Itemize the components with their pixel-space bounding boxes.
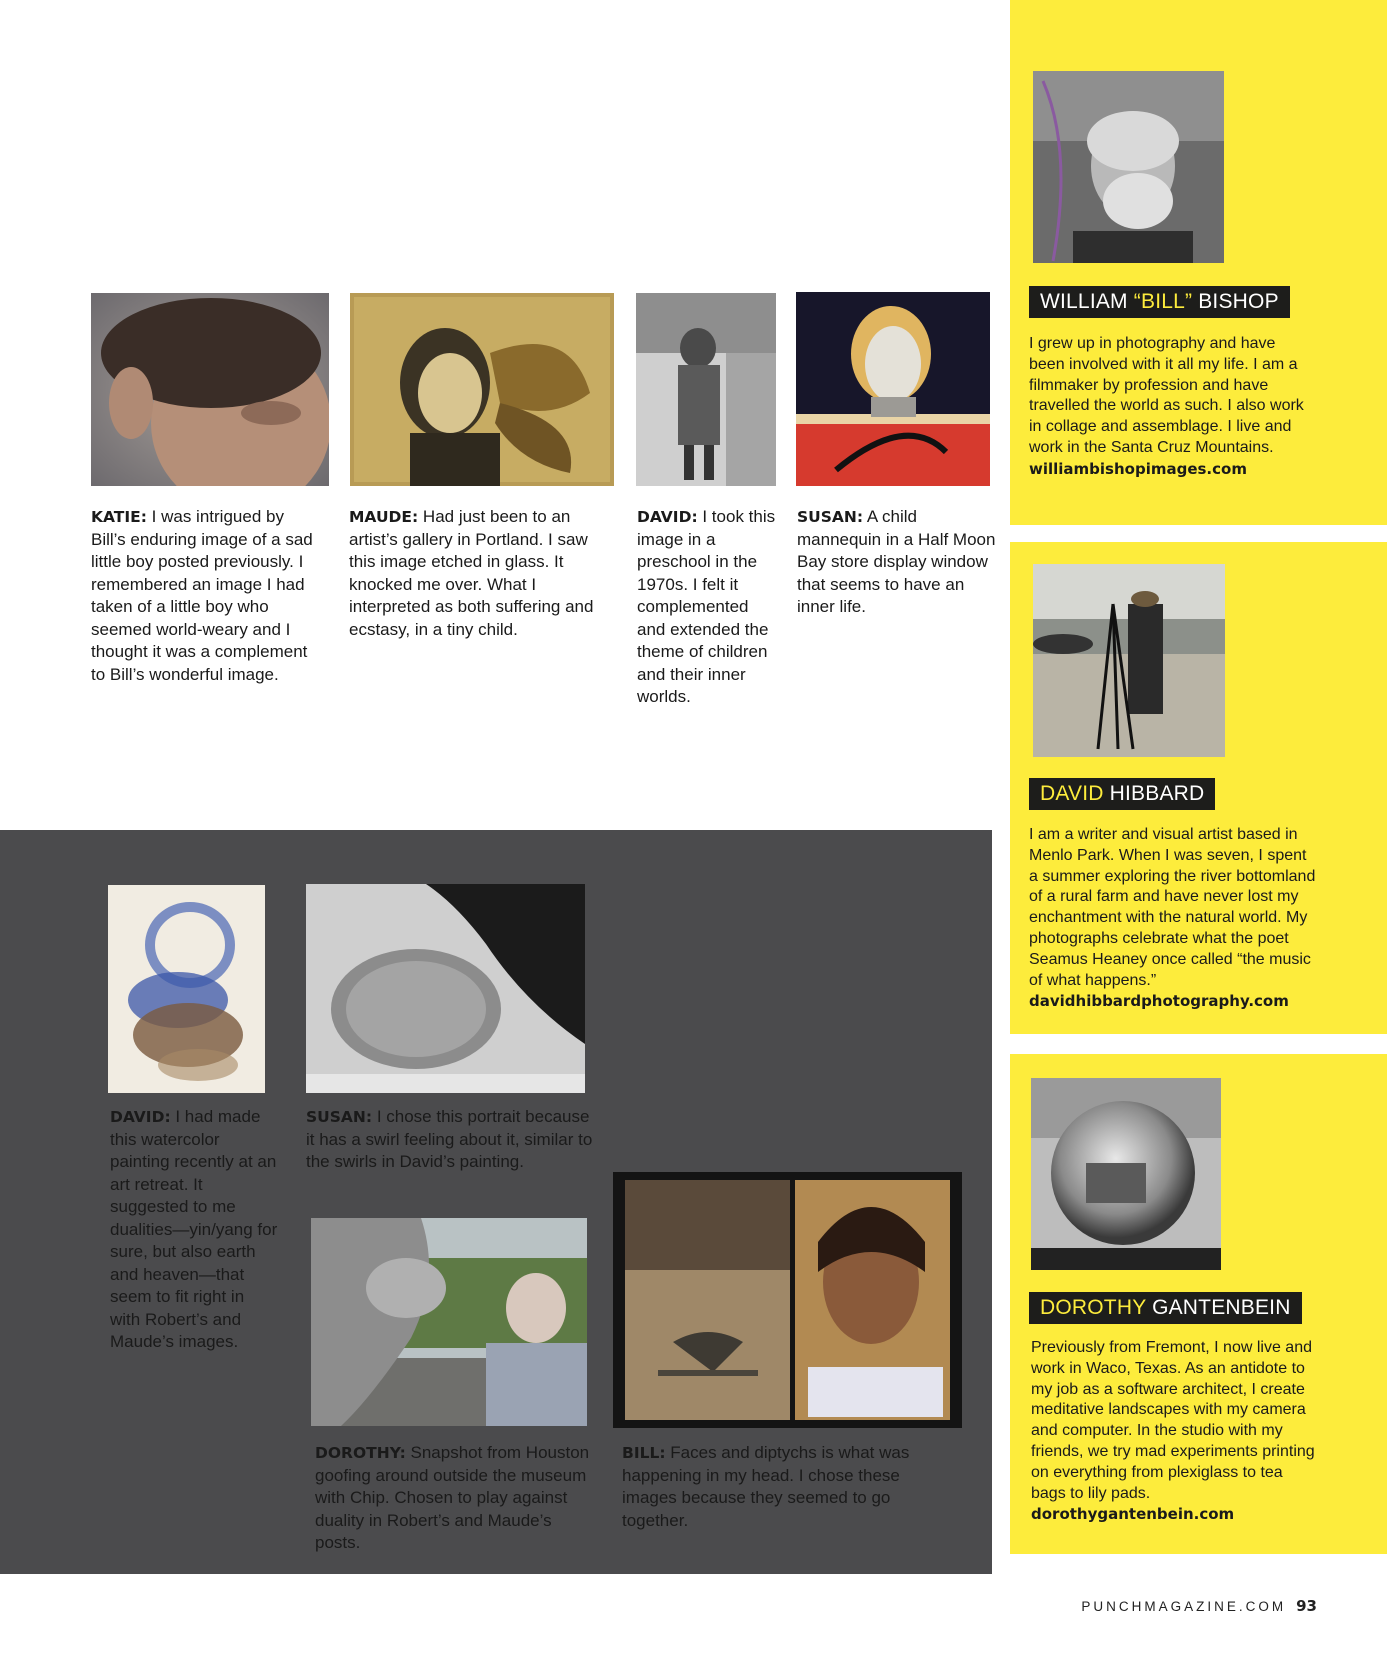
- caption-dorothy: [315, 1442, 599, 1555]
- caption-maude: [349, 506, 611, 641]
- caption-dorothy-text: Snapshot from Houston goofing around outside the museum with Chip. Chosen to play against duality in Robert’s and Maude’s posts.: [315, 1443, 590, 1552]
- caption-dorothy-name: DOROTHY:: [315, 1444, 406, 1462]
- website-link-bishop[interactable]: williambishopimages.com: [1029, 459, 1247, 478]
- contributor-name-bishop: [1029, 286, 1290, 318]
- caption-david-watercolor-name: DAVID:: [110, 1108, 171, 1126]
- contributor-name-gantenbein: [1029, 1292, 1302, 1324]
- footer-site[interactable]: PUNCHMAGAZINE.COM: [1081, 1599, 1287, 1614]
- caption-david-text: I took this image in a preschool in the 1970s. I felt it complemented and extended the theme of children and their inner worlds.: [637, 507, 776, 706]
- caption-susan-portrait: [306, 1106, 602, 1174]
- caption-david-watercolor-text: I had made this watercolor painting recently at an art retreat. It suggested to me dualities—yin/yang for sure, but also earth and heaven—that seem to fit right in with Robert’s and Maude’s images.: [110, 1107, 278, 1351]
- caption-susan-name: SUSAN:: [797, 508, 864, 526]
- caption-david-name: DAVID:: [637, 508, 698, 526]
- bio-text-gantenbein: Previously from Fremont, I now live and work in Waco, Texas. As an antidote to my job as a software architect, I create meditative landscapes with my camera and computer. In the studio with my friends, we try mad experiments printing on everything from plexiglass to tea bags to lily pads.: [1031, 1339, 1315, 1502]
- contributor-last-bishop: BISHOP: [1192, 290, 1279, 313]
- contributor-last-gantenbein: GANTENBEIN: [1146, 1296, 1291, 1319]
- caption-david-preschool: [637, 506, 781, 709]
- contributor-last-hibbard: HIBBARD: [1103, 782, 1205, 805]
- caption-maude-text: Had just been to an artist’s gallery in Portland. I saw this image etched in glass. It knocked me over. What I interpreted as both suffering and ecstasy, in a tiny child.: [349, 507, 594, 639]
- photo-david-preschool: [636, 293, 776, 486]
- caption-susan-portrait-name: SUSAN:: [306, 1108, 373, 1126]
- caption-katie: [91, 506, 323, 686]
- photo-dorothy-sculpture: [311, 1218, 587, 1426]
- contributor-bio-bishop: [1029, 334, 1315, 481]
- photo-bill-diptych: [613, 1172, 962, 1428]
- bio-text-hibbard: I am a writer and visual artist based in Menlo Park. When I was seven, I spent a summer exploring the river bottomland of a rural farm and have never lost my enchantment with the natural world. My photographs celebrate what the poet Seamus Heaney once called “the music of what happens.”: [1029, 826, 1316, 989]
- caption-maude-name: MAUDE:: [349, 508, 419, 526]
- caption-susan-text: A child mannequin in a Half Moon Bay store display window that seems to have an inner life.: [797, 507, 996, 616]
- website-link-hibbard[interactable]: davidhibbardphotography.com: [1029, 992, 1289, 1011]
- contributor-highlight-gantenbein: DOROTHY: [1040, 1296, 1147, 1319]
- contributor-bio-hibbard: [1029, 825, 1319, 1013]
- contributor-highlight-hibbard: DAVID: [1040, 782, 1104, 805]
- photo-david-watercolor: [108, 885, 265, 1093]
- page-number: 93: [1296, 1597, 1317, 1615]
- photo-dorothy-gantenbein: [1031, 1078, 1221, 1270]
- website-link-gantenbein[interactable]: dorothygantenbein.com: [1031, 1505, 1235, 1524]
- photo-susan-portrait: [306, 884, 585, 1093]
- caption-bill: [622, 1442, 922, 1532]
- contributor-first-bishop: WILLIAM: [1040, 290, 1134, 313]
- caption-bill-name: BILL:: [622, 1444, 666, 1462]
- bio-text-bishop: I grew up in photography and have been involved with it all my life. I am a filmmaker by profession and have travelled the world as such. I also work in collage and assemblage. I live and work in the Santa Cruz Mountains.: [1029, 335, 1304, 456]
- photo-bill-bishop: [1033, 71, 1224, 263]
- caption-katie-name: KATIE:: [91, 508, 147, 526]
- photo-david-hibbard: [1033, 564, 1225, 757]
- caption-susan-portrait-text: I chose this portrait because it has a swirl feeling about it, similar to the swirls in David’s painting.: [306, 1107, 593, 1171]
- photo-maude-etching: [350, 293, 614, 486]
- caption-susan-mannequin: [797, 506, 997, 619]
- caption-david-watercolor: [110, 1106, 278, 1354]
- photo-susan-mannequin: [796, 292, 990, 486]
- page-footer: [1081, 1597, 1317, 1615]
- caption-bill-text: Faces and diptychs is what was happening in my head. I chose these images because they seemed to go together.: [622, 1443, 910, 1530]
- contributor-bio-gantenbein: [1031, 1338, 1321, 1526]
- contributor-nickname-bishop: “BILL”: [1133, 290, 1193, 313]
- contributor-name-hibbard: [1029, 778, 1215, 810]
- photo-katie-boy: [91, 293, 329, 486]
- caption-katie-text: I was intrigued by Bill’s enduring image of a sad little boy posted previously. I remembered an image I had taken of a little boy who seemed world-weary and I thought it was a complement to Bill’s wonderful image.: [91, 507, 313, 684]
